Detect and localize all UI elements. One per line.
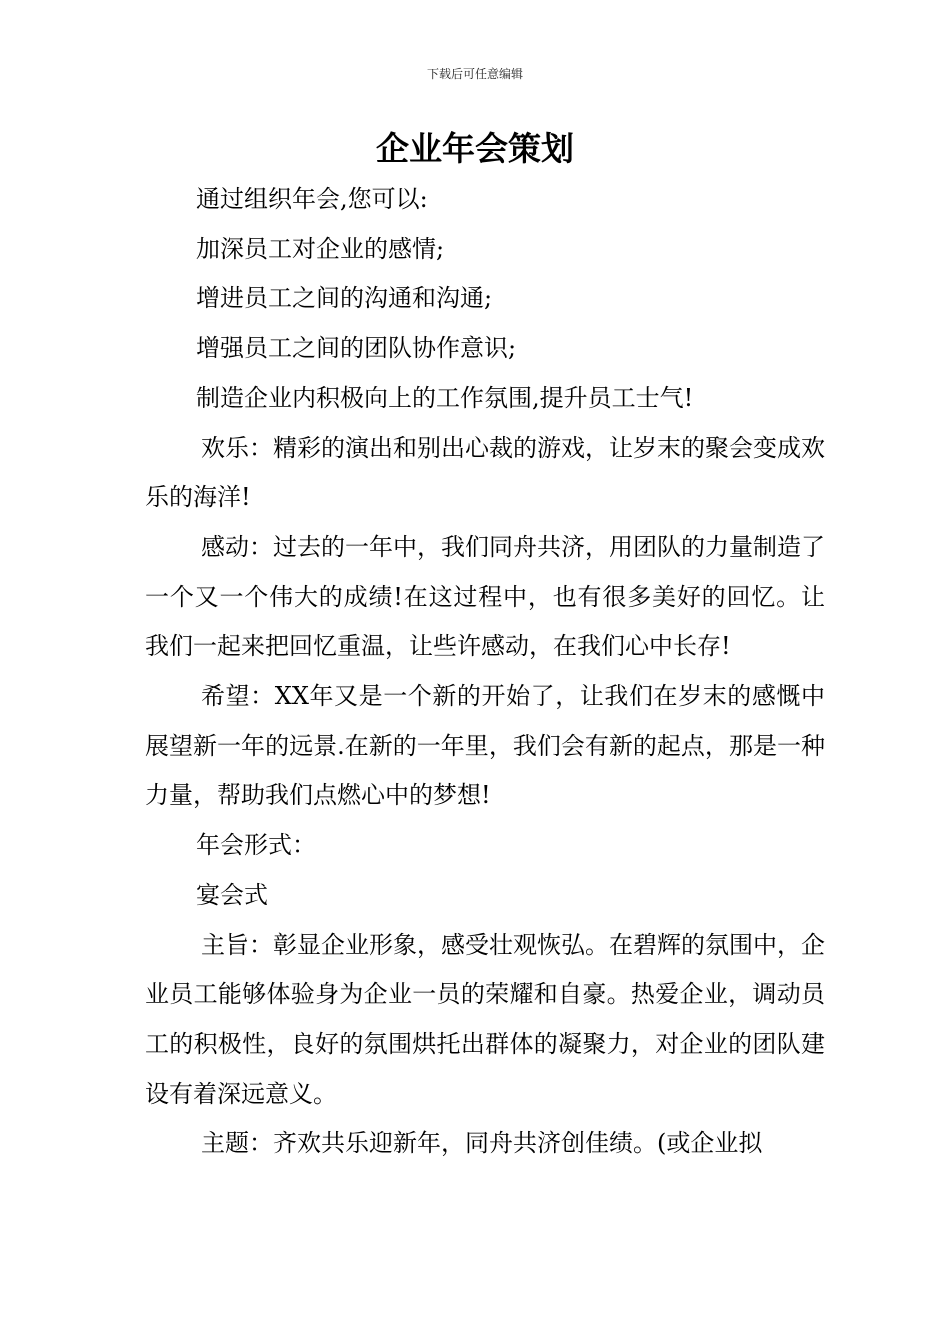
format-label: 年会形式：	[196, 831, 316, 860]
benefit-line-2: 增进员工之间的沟通和沟通;	[196, 284, 493, 313]
joy-paragraph: 欢乐：精彩的演出和别出心裁的游戏，让岁末的聚会变成欢乐的海洋!	[145, 433, 825, 512]
benefit-line-3: 增强员工之间的团队协作意识;	[196, 334, 517, 363]
intro-line: 通过组织年会,您可以:	[196, 185, 428, 213]
document-body	[145, 175, 825, 1169]
theme-paragraph: 主题：齐欢共乐迎新年，同舟共济创佳绩。(或企业拟	[201, 1129, 763, 1158]
header-note: 下载后可任意编辑	[426, 67, 523, 81]
purpose-paragraph: 主旨：彰显企业形象，感受壮观恢弘。在碧辉的氛围中，企业员工能够体验身为企业一员的荣耀和自豪。热爱企业，调动员工的积极性，良好的氛围烘托出群体的凝聚力，对企业的团队建设有着深远意义。	[145, 930, 825, 1108]
page-title: 企业年会策划	[376, 129, 574, 168]
format-type: 宴会式	[196, 880, 268, 909]
benefit-line-1: 加深员工对企业的感情;	[196, 234, 445, 263]
hope-paragraph: 希望：XX年又是一个新的开始了，让我们在岁末的感慨中展望新一年的远景.在新的一年里，我们会有新的起点，那是一种力量，帮助我们点燃心中的梦想!	[145, 682, 825, 810]
touch-paragraph: 感动：过去的一年中，我们同舟共济，用团队的力量制造了一个又一个伟大的成绩!在这过程中，也有很多美好的回忆。让我们一起来把回忆重温，让些许感动，在我们心中长存!	[145, 532, 825, 661]
benefit-line-4: 制造企业内积极向上的工作氛围,提升员工士气!	[196, 383, 694, 412]
